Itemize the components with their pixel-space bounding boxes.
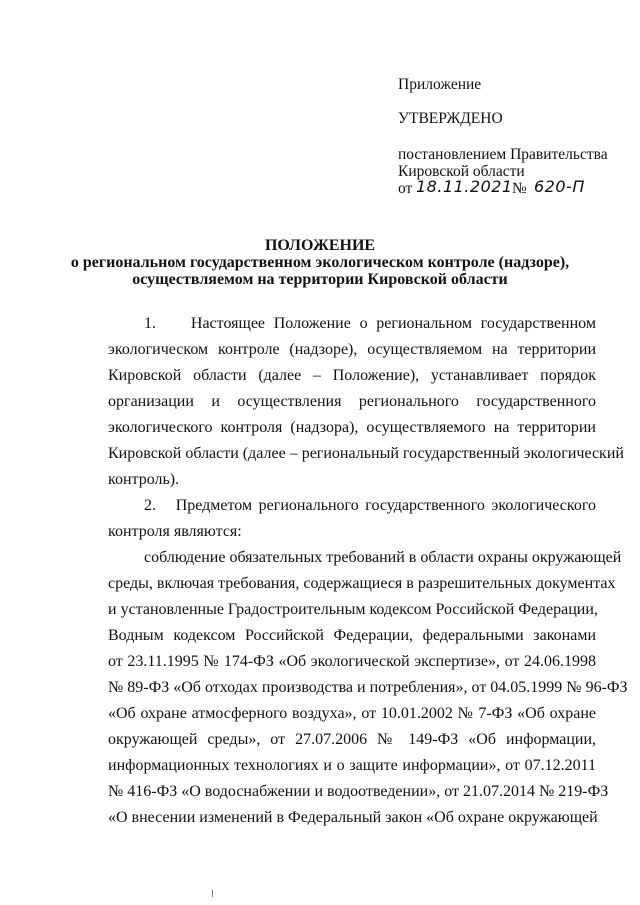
paragraph-3-line: окружающей среды», от 27.07.2006 № 149-ФЗ «Об информации, xyxy=(108,731,596,748)
paragraph-3-line: соблюдение обязательных требований в области охраны окружающей xyxy=(144,549,622,566)
paragraph-3-line: № 89-ФЗ «Об отходах производства и потребления», от 04.05.1999 № 96-ФЗ xyxy=(108,679,628,696)
decree-number: 620-П xyxy=(534,177,585,196)
paragraph-2-line: 2. Предметом регионального государственного экологического xyxy=(144,497,596,514)
paragraph-3-line: № 416-ФЗ «О водоснабжении и водоотведении», от 21.07.2014 № 219-ФЗ xyxy=(108,783,609,800)
paragraph-2-line: контроля являются: xyxy=(108,523,242,540)
paragraph-1-line: Кировской области (далее – Положение), устанавливает порядок xyxy=(108,367,596,384)
document-subtitle-line-1: о региональном государственном экологическом контроле (надзоре), xyxy=(70,254,570,271)
scan-mark xyxy=(212,890,213,897)
document-subtitle-line-2: осуществляемом на территории Кировской области xyxy=(132,271,508,288)
decree-date: 18.11.2021 xyxy=(416,177,513,196)
paragraph-1-line: экологического контроля (надзора), осуществляемого на территории xyxy=(108,419,596,436)
paragraph-3-line: «О внесении изменений в Федеральный закон «Об охране окружающей xyxy=(108,809,598,826)
paragraph-1-line: экологическом контроле (надзоре), осуществляемом на территории xyxy=(108,341,596,358)
paragraph-3-line: среды, включая требования, содержащиеся в разрешительных документах xyxy=(108,575,616,592)
paragraph-1-line: 1. Настоящее Положение о региональном государственном xyxy=(144,315,596,332)
paragraph-3-line: от 23.11.1995 № 174-ФЗ «Об экологической экспертизе», от 24.06.1998 xyxy=(108,653,596,670)
paragraph-3-line: и установленные Градостроительным кодексом Российской Федерации, xyxy=(108,601,598,618)
paragraph-1-line: организации и осуществления регионального государственного xyxy=(108,393,596,410)
paragraph-1-line: Кировской области (далее – региональный государственный экологический xyxy=(108,445,624,462)
paragraph-3-line: «Об охране атмосферного воздуха», от 10.01.2002 № 7-ФЗ «Об охране xyxy=(108,705,596,722)
paragraph-3-line: Водным кодексом Российской Федерации, федеральными законами xyxy=(108,627,596,644)
decree-date-prefix: от xyxy=(398,180,413,197)
paragraph-1-line: контроль). xyxy=(108,471,180,488)
decree-line-2: Кировской области xyxy=(398,163,525,180)
decree-line-1: постановлением Правительства xyxy=(398,146,608,163)
appendix-label: Приложение xyxy=(398,76,482,93)
document-title: ПОЛОЖЕНИЕ xyxy=(264,237,376,254)
paragraph-3-line: информационных технологиях и о защите информации», от 07.12.2011 xyxy=(108,757,596,774)
decree-number-prefix: № xyxy=(512,180,527,197)
approved-label: УТВЕРЖДЕНО xyxy=(398,110,503,127)
